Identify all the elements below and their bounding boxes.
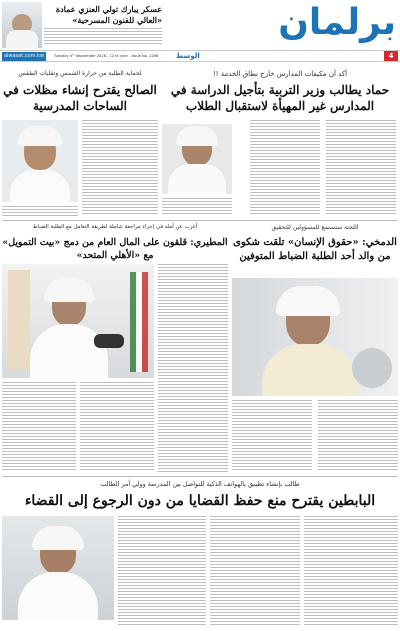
story1-text-col3 xyxy=(162,198,232,216)
masthead-logo[interactable]: برلمان xyxy=(278,2,396,43)
story-albabtain xyxy=(2,478,398,628)
story5-headline[interactable]: البابطين يقترح منع حفظ القضايا من دون الرجوع إلى القضاء xyxy=(24,493,376,509)
paper-name: الوسط xyxy=(176,52,200,60)
story5-text-col1 xyxy=(118,516,206,626)
story4-text-col2 xyxy=(232,400,312,472)
date-bar xyxy=(0,50,400,62)
date-line: Tuesday 4ᵗʰ September 2018 - 12 th year - Issue No. 1266 xyxy=(54,54,159,58)
story1-headline[interactable]: حماد يطالب وزير التربية بتأجيل الدراسة في المدارس غير المهيأة لاستقبال الطلاب xyxy=(170,83,390,113)
story-almutairi xyxy=(2,222,228,474)
website-badge[interactable]: alwasat.com.kw xyxy=(3,53,45,59)
story3-text-col1 xyxy=(158,264,228,472)
story5-text-col2 xyxy=(210,516,300,626)
divider-2 xyxy=(2,476,398,477)
story2-photo xyxy=(2,120,78,202)
promo-photo xyxy=(2,2,42,48)
page-number: 4 xyxy=(384,51,398,61)
story5-text-col3 xyxy=(304,516,398,626)
story2-text-b xyxy=(2,206,78,216)
story3-photo xyxy=(2,264,154,378)
story-hammad xyxy=(162,68,398,218)
story4-photo xyxy=(232,278,398,396)
story-aldamkhi xyxy=(232,222,398,474)
promo-title[interactable]: عسكر يبارك تولي العنزي عمادة «العالي للفنون المسرحية» xyxy=(55,4,162,25)
story2-headline[interactable]: الصالح يقترح إنشاء مظلات في الساحات المدرسية xyxy=(3,83,157,113)
story1-kicker: أكد أن مكيفات المدارس خارج نطاق الخدمة !! xyxy=(212,70,348,78)
story2-text xyxy=(82,120,158,216)
story4-text-col1 xyxy=(318,400,398,472)
story-alsaleh xyxy=(2,68,158,218)
story5-kicker: طالب بإنشاء تطبيق يالهواتف الذكية للتواصل بين المدرسة وولي أمر الطالب xyxy=(100,480,300,488)
promo-text xyxy=(44,28,162,46)
story2-kicker: لحماية الطلبة من حرارة الشمس وتقلبات الطقس xyxy=(18,70,142,77)
story1-photo xyxy=(162,124,232,194)
story3-headline[interactable]: المطيري: قلقون على المال العام من دمج «بيت التمويل» مع «الأهلي المتحد» xyxy=(2,237,228,261)
story4-headline[interactable]: الدمخي: «حقوق الإنسان» تلقت شكوى من والد أحد الطلبة الضباط المتوفين xyxy=(233,237,397,262)
story5-photo xyxy=(2,516,114,620)
divider-1 xyxy=(2,220,398,221)
story1-text-col2 xyxy=(250,120,320,216)
story3-text-col3 xyxy=(80,382,154,472)
story3-text-col2 xyxy=(2,382,76,472)
story1-text-col1 xyxy=(326,120,396,216)
story3-kicker: أعرب عن أمله في إجراء مراجعة شاملة لطريقة التعامل مع الطلبة الضباط xyxy=(32,224,198,230)
masthead xyxy=(0,0,400,68)
story4-kicker: اللجنة ستستمع للمسؤولين للتحقيق xyxy=(271,224,359,231)
